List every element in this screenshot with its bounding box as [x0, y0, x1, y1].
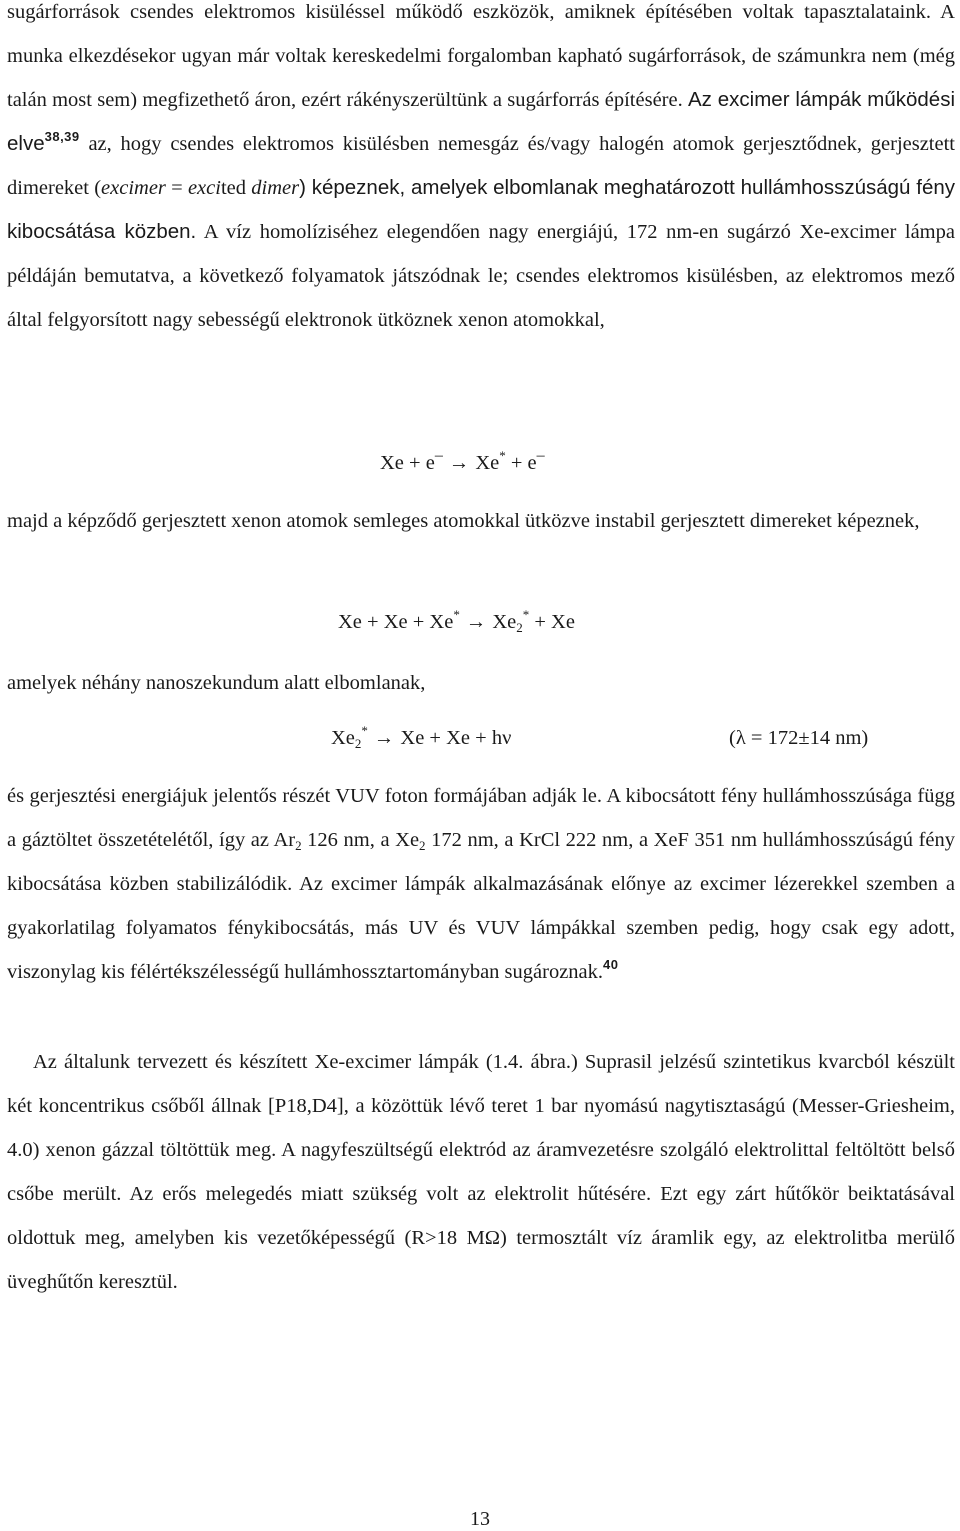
- text-italic: excimer: [101, 177, 166, 199]
- eq-superscript: *: [499, 448, 506, 463]
- page-number: 13: [470, 1508, 490, 1530]
- text-italic: di: [251, 177, 268, 199]
- eq-term: Xe + Xe + Xe: [338, 611, 454, 633]
- equation-wavelength-note: (λ = 172±14 nm): [729, 727, 869, 749]
- citation-ref: 38,39: [44, 129, 80, 144]
- equation-decay: [331, 723, 512, 751]
- text-italic: mer: [267, 177, 300, 199]
- citation-ref: 40: [603, 957, 619, 972]
- paragraph-dimer-formation: majd a képződő gerjesztett xenon atomok semleges atomokkal ütközve instabil gerjesztett dimereket képeznek,: [7, 510, 920, 532]
- eq-term: Xe + Xe + hν: [400, 727, 512, 749]
- arrow-icon: →: [448, 452, 470, 474]
- eq-term: Xe: [475, 452, 500, 474]
- eq-term: Xe: [492, 611, 517, 633]
- paragraph-decay: amelyek néhány nanoszekundum alatt elbomlanak,: [7, 672, 426, 694]
- eq-term: Xe + e: [380, 452, 435, 474]
- paragraph-emission: [7, 774, 955, 994]
- subscript: 2: [419, 838, 426, 853]
- eq-superscript: –: [536, 447, 545, 464]
- equation-electron-impact: [380, 447, 545, 475]
- arrow-icon: →: [373, 727, 395, 749]
- subscript: 2: [295, 838, 302, 853]
- paragraph-intro: [7, 0, 955, 342]
- eq-term: Xe: [331, 727, 355, 749]
- eq-subscript: 2: [354, 736, 362, 751]
- arrow-icon: →: [465, 611, 487, 633]
- eq-superscript: *: [522, 607, 530, 622]
- text-run: 172 nm, a KrCl 222 nm, a XeF 351 nm hullámhosszúságú fény kibocsátása közben stabilizálódik. Az excimer lámpák alkalmazásának előnye az excimer lézerekkel szemben a gyakorlatilag folyamatos fénykibocsátás, más UV és VUV lámpákkal szemben pedig, hogy csak egy adott, viszonylag kis félértékszélességű hullámhossztartományban sugároznak.: [7, 829, 955, 983]
- eq-superscript: –: [434, 447, 443, 464]
- text-italic: exci: [187, 177, 221, 199]
- eq-subscript: 2: [516, 620, 523, 635]
- eq-term: + Xe: [529, 611, 575, 633]
- text-run-sans: ) képeznek, amelyek elbomlanak meghatározott hullámhosszúságú fény kibocsátása közben.: [7, 176, 955, 243]
- equation-dimer-formation: [338, 607, 575, 635]
- text-run-sans: Az excimer lámpák működési elve: [7, 88, 956, 155]
- eq-term: + e: [505, 452, 537, 474]
- paragraph-lamp-design: Az általunk tervezett és készített Xe-excimer lámpák (1.4. ábra.) Suprasil jelzésű szintetikus kvarcból készült két koncentrikus csőből állnak [P18,D4], a közöttük lévő teret 1 bar nyomású nagytisztaságú (Messer-Griesheim, 4.0) xenon gázzal töltöttük meg. A nagyfeszültségű elektród az áramvezetésre szolgáló elektrolittal feltöltött belső csőbe merült. Az erős melegedés miatt szükség volt az elektrolit hűtésére. Ezt egy zárt hűtőkör beiktatásával oldottuk meg, amelyben kis vezetőképességű (R>18 MΩ) termosztált víz áramlik egy, az elektrolitba merülő üveghűtőn keresztül.: [7, 1051, 955, 1293]
- text-run: az, hogy csendes elektromos kisülésben nemesgáz és/vagy halogén atomok gerjesztődnek, gerjesztett dimereket (: [7, 133, 955, 199]
- text-run: =: [165, 177, 188, 199]
- text-run: és gerjesztési energiájuk jelentős részét VUV foton formájában adják le. A kibocsátott fény hullámhosszúsága függ a gáztöltet összetételétől, így az Ar: [7, 785, 955, 851]
- eq-superscript: *: [361, 723, 368, 738]
- text-run: sugárforrások csendes elektromos kisüléssel működő eszközök, amiknek építésében voltak tapasztalataink. A munka elkezdésekor ugyan már voltak kereskedelmi forgalomban kapható sugárforrások, de számunkra nem (még talán most sem) megfizethető áron, ezért rákényszerültünk a sugárforrás építésére.: [7, 1, 955, 111]
- text-run: ted: [220, 177, 252, 199]
- text-run: A víz homolíziséhez elegendően nagy energiájú, 172 nm-en sugárzó Xe-excimer lámpa példáján bemutatva, a következő folyamatok játszódnak le; csendes elektromos kisülésben, az elektromos mező által felgyorsított nagy sebességű elektronok ütköznek xenon atomokkal,: [7, 221, 955, 331]
- text-run: 126 nm, a Xe: [301, 829, 420, 851]
- eq-superscript: *: [453, 607, 460, 622]
